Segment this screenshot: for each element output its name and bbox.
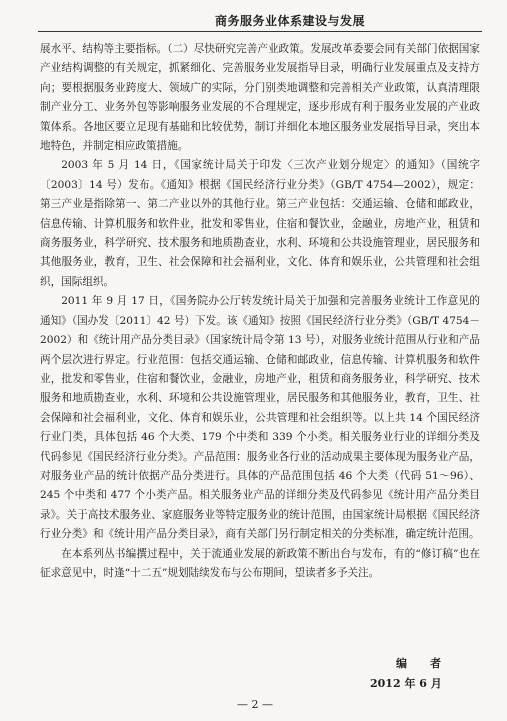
paragraph-2011-notice: 2011 年 9 月 17 日，《国务院办公厅转发统计局关于加强和完善服务业统计工作意见的通知》（国办发〔2011〕42 号）下发。该《通知》按照《国民经济行业分类》（GB/T 4754－2002）和《统计用产品分类目录》（国家统计局令第 13 号），对服务业统计范围从行业和产品两个层次进行界定。行业范围：包括交通运输、仓储和邮政业，信息传输、计算机服务和软件业，批发和零售业，住宿和餐饮业，金融业，房地产业，租赁和商务服务业，科学研究、技术服务和地质勘查业，水利、环境和公共设施管理业，居民服务和其他服务业，教育，卫生、社会保障和社会福利业，文化、体育和娱乐业，公共管理和社会组织等。以上共 14 个国民经济行业门类，具体包括 46 个大类、179 个中类和 339 个小类。相关服务业行业的详细分类及代码参见《国民经济行业分类》。产品范围：服务业各行业的活动成果主要体现为服务业产品，对服务业产品的统计依据产品分类进行。具体的产品范围包括 46 个大类（代码 51～96）、245 个中类和 477 个小类产品。相关服务业产品的详细分类及代码参见《统计用产品分类目录》。关于高技术服务业、家庭服务业等特定服务业的统计范围，由国家统计局根据《国民经济行业分类》和《统计用产品分类目录》，商有关部门另行制定相关的分类标准，确定统计范围。 <box>40 295 481 541</box>
signature-date: 2012 年 6 月 <box>370 677 442 690</box>
page-number: — 2 — <box>237 698 273 711</box>
running-title: 商务服务业体系建设与发展 <box>214 14 365 28</box>
paragraph-continuation: 展水平、结构等主要指标。（二）尽快研究完善产业政策。发展改革委要会同有关部门依据国家产业结构调整的有关规定，抓紧细化、完善服务业发展指导目录，明确行业发展重点及支持方向；要根据服务业跨度大、领域广的实际，分门别类地调整和完善相关产业政策，认真清理限制产业分工、业务外包等影响服务业发展的不合理规定，逐步形成有利于服务业发展的产业政策体系。各地区要立足现有基础和比较优势，制订并细化本地区服务业发展指导目录，突出本地特色，并制定相应政策措施。 <box>40 43 480 153</box>
header-rule <box>38 31 482 32</box>
signature-author: 编 者 <box>396 657 447 670</box>
paragraph-closing-note: 在本系列丛书编撰过程中，关于流通业发展的新政策不断出台与发布，有的“修订稿”也在征求意见中，时逢“十二五”规划陆续发布与公布期间，望读者多予关注。 <box>40 547 480 579</box>
body-text <box>40 40 480 583</box>
paragraph-2003-notice: 2003 年 5 月 14 日，《国家统计局关于印发〈三次产业划分规定〉的通知》（国统字〔2003〕14 号）发布。《通知》根据《国民经济行业分类》（GB/T 4754—2002），规定：第三产业是指除第一、第二产业以外的其他行业。第三产业包括：交通运输、仓储和邮政业，信息传输、计算机服务和软件业，批发和零售业，住宿和餐饮业，金融业，房地产业，租赁和商务服务业，科学研究、技术服务和地质勘查业，水利、环境和公共设施管理业，居民服务和其他服务业，教育，卫生、社会保障和社会福利业，文化、体育和娱乐业，公共管理和社会组织，国际组织。 <box>40 159 480 288</box>
